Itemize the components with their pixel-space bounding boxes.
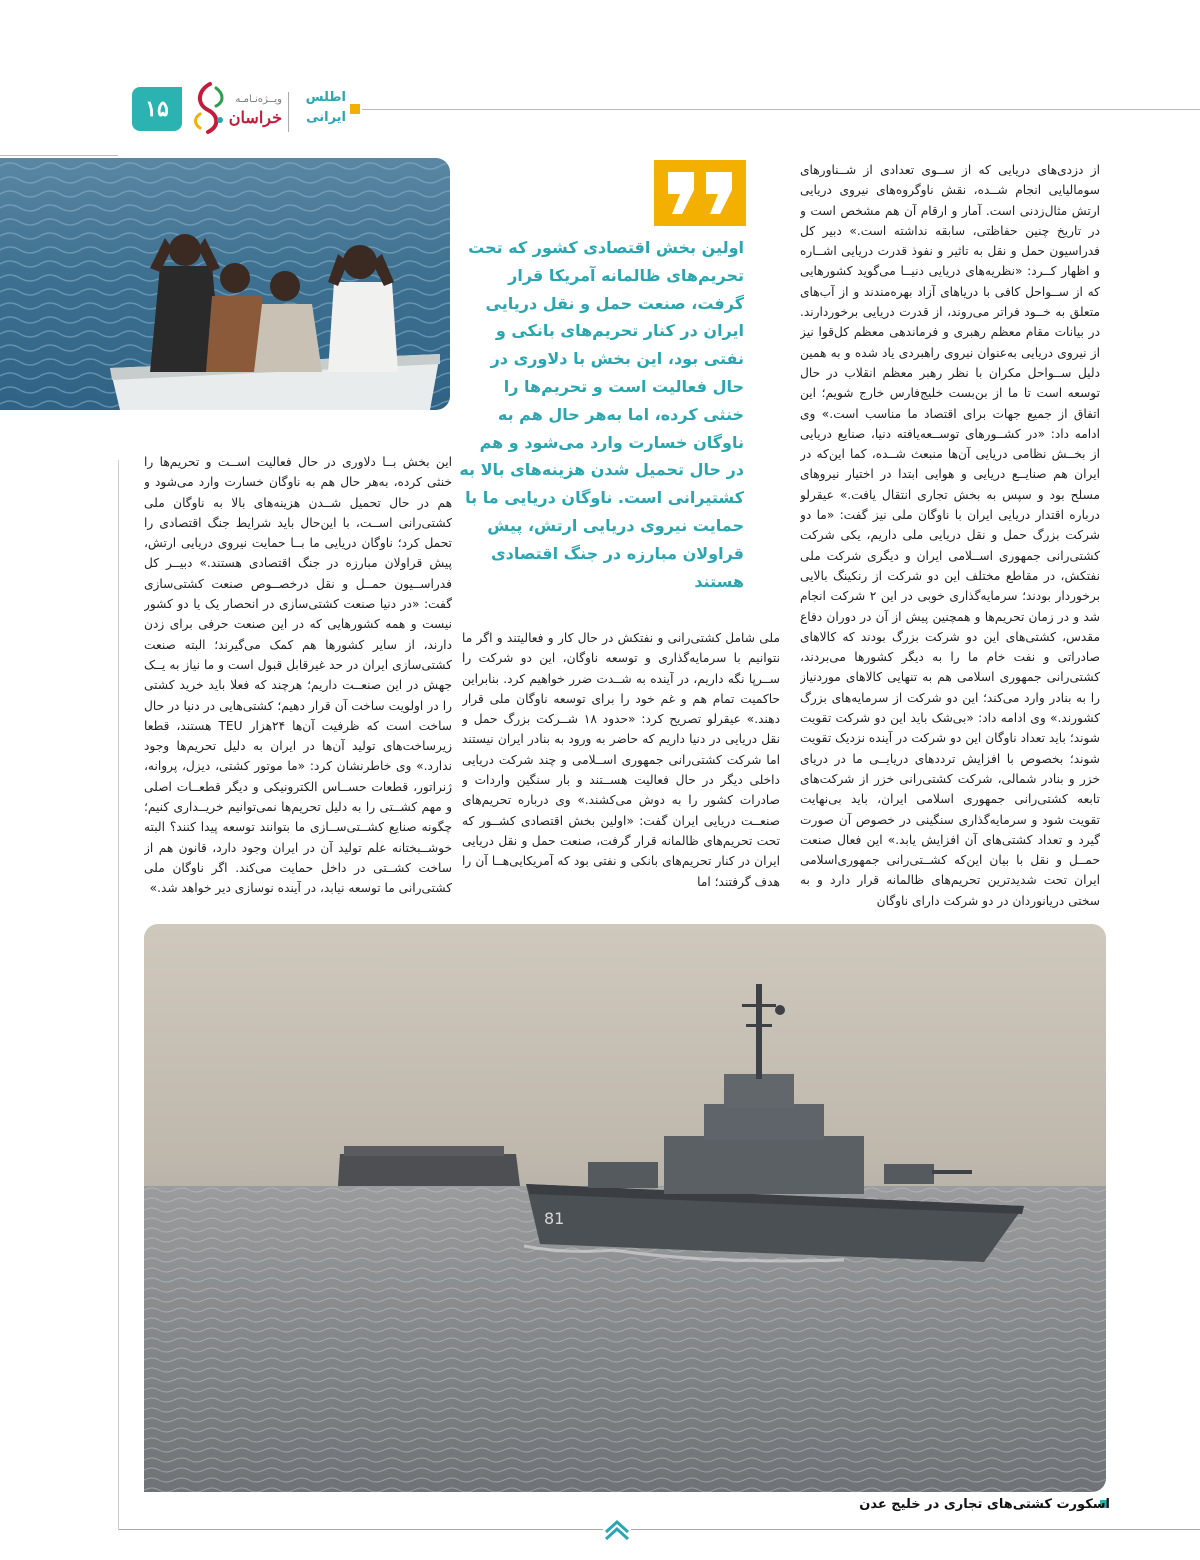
article-paragraph: این بخش بــا دلاوری در حال فعالیت اســت و تحریم‌ها را خنثی کرده، به‌هر حال هم به ناوگان خسارت وارد می‌شود و هم در حال تحمیل شــدن هزینه‌های بالا به ناوگان ملی کشتی‌رانی اســت، با این‌حال باید شرایط جنگ اقتصادی را تحمل کرد؛ ناوگان دریایی ما بــا حمایت نیروی دریایی ارتش، پیش قراولان مبارزه در جنگ اقتصادی هستند.» دبیــر کل فدراســیون حمــل و نقل درخصــوص صنعت کشتی‌سازی گفت: «در دنیا صنعت کشتی‌سازی در انحصار یک یا دو کشور نیست و همه کشورهایی که در این صنعت حرفی برای زدن دارند، از سایر کشورها هم کمک می‌گیرند؛ البته صنعت کشتی‌سازی ایران در حد غیرقابل قبول است و ما نیاز به یــک جهش در این صنعــت داریم؛ هرچند که فعلا باید خرید کشتی را در اولویت ساخت آن قرار دهیم؛ کشتی‌هایی در دنیا در حال ساخت است که ظرفیت آن‌ها ۲۴هزار TEU هستند، قطعا زیرساخت‌های تولید آن‌ها در ایران به دلیل تحریم‌ها وجود ندارد.» وی خاطرنشان کرد: «ما موتور کشتی، دیزل، پروانه، ژنراتور، قطعات حســاس الکترونیکی و دیگر قطعــات اصلی و مهم کشــتی را به دلیل تحریم‌ها نمی‌توانیم خریــداری کنیم؛ چگونه صنایع کشــتی‌ســازی ما بتوانند توسعه پیدا کنند؟ البته خوشــبختانه علم تولید آن در ایران وجود دارد، قانون هم از ساخت کشــتی در داخل حمایت می‌کند. اگر ناوگان ملی کشتی‌رانی ما توسعه نیابد، در آینده نوسازی دیر خواهد شد.» <box>144 455 452 896</box>
article-column-right <box>800 160 1100 920</box>
article-column-left <box>144 452 452 914</box>
section-label <box>296 88 346 128</box>
header-rule <box>0 155 118 156</box>
photo-caption: اسکورت کشتی‌های تجاری در خلیج عدن <box>859 1497 1110 1512</box>
section-label-line1: اطلس <box>305 90 346 105</box>
pirates-photo-illustration <box>0 158 450 410</box>
hull-number: 81 <box>544 1209 565 1228</box>
section-marker <box>350 104 360 114</box>
article-paragraph: ملی شامل کشتی‌رانی و نفتکش در حال کار و فعالیتند و اگر ما نتوانیم با سرمایه‌گذاری و توسعه ناوگان، این دو شرکت را ســرپا نگه داریم، در آینده به شــدت ضرر خواهیم کرد. بنابراین حاکمیت تمام هم و غم خود را برای توسعه ناوگان ملی قرار دهند.» عیقرلو تصریح کرد: «حدود ۱۸ شــرکت بزرگ حمل و نقل دریایی در دنیا داریم که حاضر به ورود به بنادر ایران نیستند اما شرکت کشتی‌رانی جمهوری اســلامی و چند شرکت دریایی داخلی دیگر در حال فعالیت هســتند و بار سنگین واردات و صادرات کشور را به دوش می‌کشند.» وی درباره تحریم‌های صنعــت دریایی ایران گفت: «اولین بخش اقتصادی کشــور که تحت تحریم‌های ظالمانه قرار گرفت، صنعت حمل و نقل دریایی ایران در کنار تحریم‌های بانکی و نفتی بود که آمریکایی‌هــا آن را هدف گرفتند؛ اما <box>462 631 780 889</box>
article-column-middle <box>462 628 780 914</box>
pullquote-text: اولین بخش اقتصادی کشور که تحت تحریم‌های ظالمانه آمریکا قرار گرفت، صنعت حمل و نقل دریایی ایران در کنار تحریم‌های بانکی و نفتی بود، این بخش با دلاوری در حال فعالیت است و تحریم‌ها را خنثی کرده، اما به‌هر حال هم به ناوگان خسارت وارد می‌شود و هم در حال تحمیل شدن هزینه‌های بالا به کشتیرانی است. ناوگان دریایی ما با حمایت نیروی دریایی ارتش، پیش قراولان مبارزه در جنگ اقتصادی هستند <box>459 238 744 591</box>
footer-rule <box>118 1529 1200 1530</box>
page-number: ۱۵ <box>132 87 182 131</box>
header-rule <box>362 109 1200 110</box>
header-divider <box>288 92 289 132</box>
publication-subtitle: ویــژه‌نـامـه <box>235 94 282 105</box>
pirates-photo <box>0 158 450 410</box>
publication-logo <box>190 80 282 138</box>
logo-swirl-icon <box>190 80 230 136</box>
article-paragraph: از دزدی‌های دریایی که از ســوی تعدادی از شــناورهای سومالیایی انجام شــده، نقش ناوگروه‌های نیروی دریایی ارتش مثال‌زدنی است. آمار و ارقام آن هم مشخص است و در تاریخ چنین حفاظتی، سابقه نداشته است.» دبیر کل فدراسیون حمل و نقل به تاثیر و نفوذ قدرت دریایی اشــاره و اظهار کــرد: «نظریه‌های دریایی دنیــا می‌گوید کشورهایی که از ســواحل کافی با دریاهای آزاد بهره‌مندند و از آب‌های متعلق به خــود فراتر می‌روند، از قدرت دریایی برخوردارند. در بیانات مقام معظم رهبری و فرماندهی معظم کل‌قوا نیز از نیروی دریایی به‌عنوان نیروی راهبردی یاد شده و به همین دلیل ســواحل مکران با نظر رهبر معظم انقلاب در حال توسعه است تا ما از بن‌بست خلیج‌فارس خارج شویم؛ این اتفاق از جمیع جهات برای اقتصاد ما مناسب است.» وی ادامه داد: «در کشــورهای توســعه‌یافته دنیا، صنایع دریایی از بخــش نظامی دریایی آن‌ها منبعث شــده، کما این‌که در ایران هم صنایــع دریایی و هوایی ابتدا در اختیار نیروهای مسلح بود و سپس به بخش تجاری انتقال یافت.» عیقرلو درباره اقتدار دریایی ایران با ناوگان ملی نیز گفت: «ما دو شرکت بزرگ حمل و نقل دریایی ملی داریم، یکی شرکت کشتی‌رانی جمهوری اســلامی ایران و دیگری شرکت ملی نفتکش، در مقاطع مختلف این دو شرکت از رنکینگ بالایی برخوردار بودند؛ سرمایه‌گذاری خوبی در این ۲ شرکت انجام شد و در زمان تحریم‌ها و همچنین پیش از آن در دوران دفاع مقدس، کشتی‌های این دو شرکت بزرگ بودند که کالاهای صادراتی و نفت خام ما را به دیگر کشورها می‌بردند، کشتی‌رانی جمهوری اسلامی هم به تنهایی کالاهای موردنیاز را به بنادر وارد می‌کند؛ این دو شرکت از سرمایه‌های بزرگ کشورند.» وی ادامه داد: «بی‌شک باید این دو شرکت تقویت شوند؛ باید تعداد ناوگان این دو شرکت در آینده نزدیک تقویت شوند؛ بخصوص با افزایش ترددهای دریایــی ما در دریای خزر و بنادر شمالی، شرکت کشتی‌رانی خزر از شرکت‌های تابعه کشتی‌رانی جمهوری اسلامی ایران، باید بی‌نهایت تقویت شود و سرمایه‌گذاری سنگینی در خصوص آن صورت گیرد و تعداد کشتی‌های آن افزایش یابد.» این فعال صنعت حمــل و نقل با بیان این‌که کشــتی‌رانی جمهوری‌اسلامی ایران تحت شدیدترین تحریم‌های ظالمانه قرار دارد و به سختی دریانوردان در دو شرکت دارای ناوگان <box>800 163 1100 908</box>
publication-name: خراسان <box>228 108 282 127</box>
warship-photo <box>144 924 1106 1492</box>
quote-mark-icon <box>654 160 746 226</box>
section-label-line2: ایرانی <box>306 110 346 125</box>
warship-photo-illustration <box>144 924 1106 1492</box>
chevron-up-icon <box>603 1518 631 1542</box>
page-margin-rule <box>118 460 119 1530</box>
